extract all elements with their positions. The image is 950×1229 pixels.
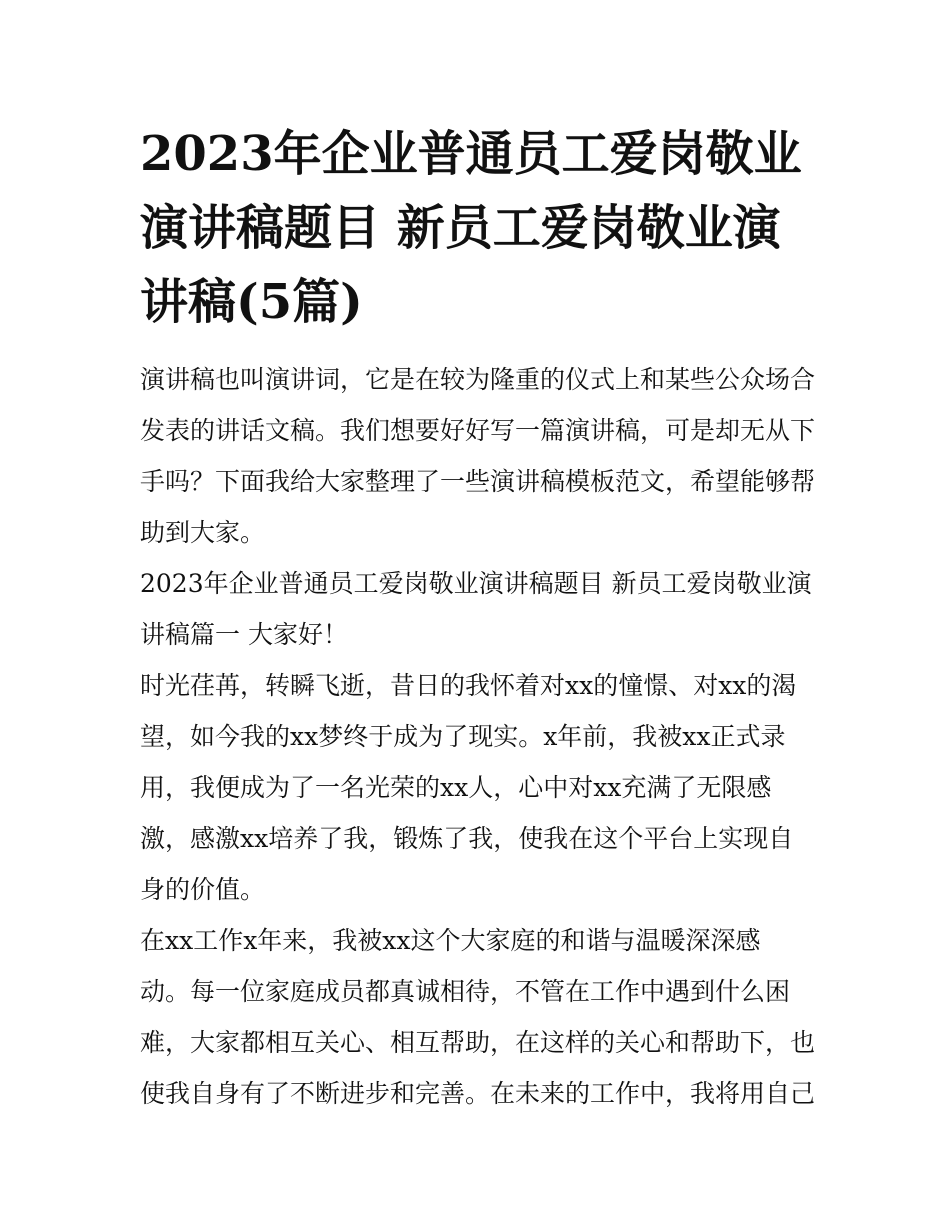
text-line: 助到大家。 xyxy=(140,518,266,547)
text-line: 用，我便成为了一名光荣的xx人，心中对xx充满了无限感 xyxy=(140,773,772,802)
text-line: 发表的讲话文稿。我们想要好好写一篇演讲稿，可是却无从下 xyxy=(140,416,816,445)
text-line: 使我自身有了不断进步和完善。在未来的工作中，我将用自己 xyxy=(140,1079,816,1108)
text-line: 2023年企业普通员工爱岗敬业演讲稿题目 新员工爱岗敬业演 xyxy=(140,569,812,598)
text-line: 激，感激xx培养了我，锻炼了我，使我在这个平台上实现自 xyxy=(140,824,794,853)
text-line: 在xx工作x年来，我被xx这个大家庭的和谐与温暖深深感 xyxy=(140,926,761,955)
document-title xyxy=(140,118,820,340)
text-line: 动。每一位家庭成员都真诚相待，不管在工作中遇到什么困 xyxy=(140,977,791,1006)
text-line: 望，如今我的xx梦终于成为了现实。x年前，我被xx正式录 xyxy=(140,722,786,751)
text-line: 演讲稿也叫演讲词，它是在较为隆重的仪式上和某些公众场合 xyxy=(140,365,816,394)
text-line: 时光荏苒，转瞬飞逝，昔日的我怀着对xx的憧憬、对xx的渴 xyxy=(140,671,797,700)
title-line: 讲稿(5篇) xyxy=(140,273,363,330)
text-line: 手吗？下面我给大家整理了一些演讲稿模板范文，希望能够帮 xyxy=(140,467,816,496)
title-line: 演讲稿题目 新员工爱岗敬业演 xyxy=(140,199,781,256)
document-body xyxy=(140,354,820,1119)
body-paragraph xyxy=(140,915,820,1119)
text-line: 难，大家都相互关心、相互帮助，在这样的关心和帮助下，也 xyxy=(140,1028,816,1057)
intro-paragraph xyxy=(140,354,820,558)
text-line: 身的价值。 xyxy=(140,875,266,904)
body-paragraph xyxy=(140,660,820,915)
section-heading-paragraph xyxy=(140,558,820,660)
text-line: 讲稿篇一 大家好！ xyxy=(140,620,348,649)
title-line: 2023年企业普通员工爱岗敬业 xyxy=(140,126,802,182)
